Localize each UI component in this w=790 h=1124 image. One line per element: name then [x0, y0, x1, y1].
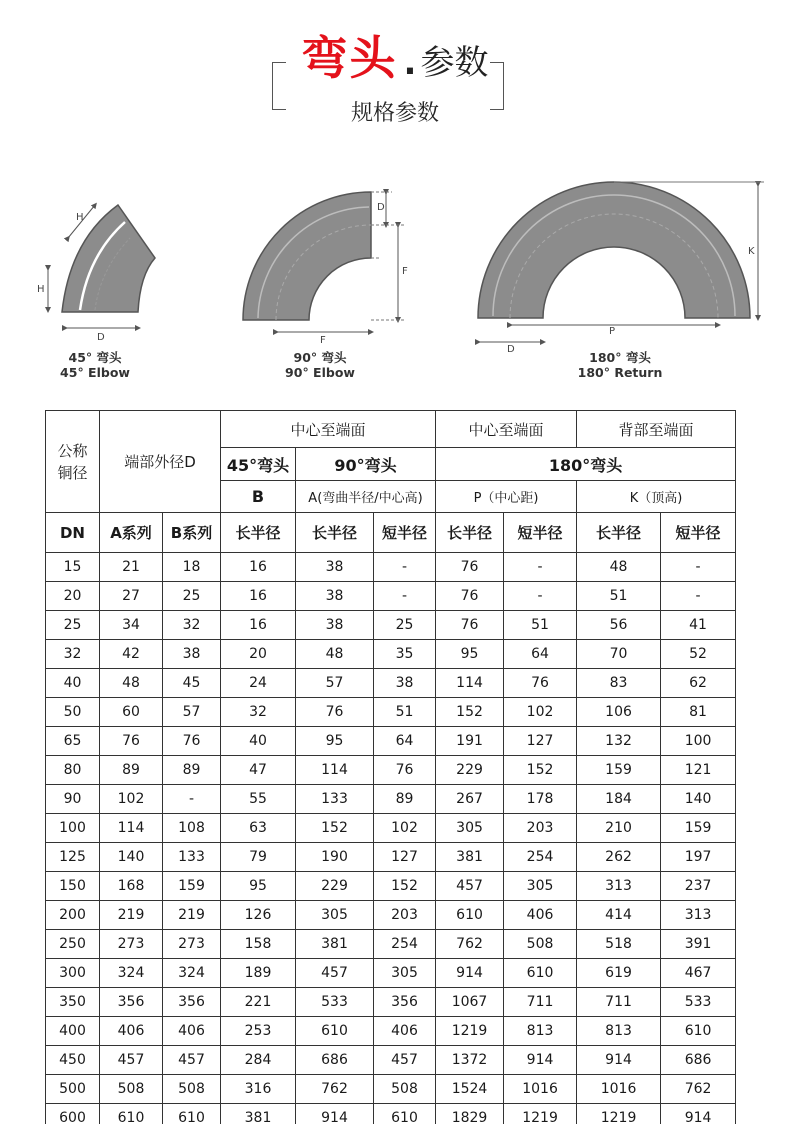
cell-k-long: 518 — [577, 930, 661, 959]
cell-k-short: 159 — [661, 814, 736, 843]
cell-p-long: 95 — [436, 640, 504, 669]
cell-b-long: 79 — [221, 843, 296, 872]
cell-a-long: 381 — [296, 930, 374, 959]
cell-series-a: 324 — [100, 959, 163, 988]
cell-k-short: 121 — [661, 756, 736, 785]
cell-b-long: 95 — [221, 872, 296, 901]
cell-a-short: 356 — [374, 988, 436, 1017]
cell-series-a: 406 — [100, 1017, 163, 1046]
cell-series-a: 219 — [100, 901, 163, 930]
cell-k-short: 467 — [661, 959, 736, 988]
cell-a-long: 305 — [296, 901, 374, 930]
cell-k-short: 197 — [661, 843, 736, 872]
cell-a-long: 38 — [296, 553, 374, 582]
cell-series-b: 356 — [163, 988, 221, 1017]
cell-series-a: 273 — [100, 930, 163, 959]
cell-series-b: 108 — [163, 814, 221, 843]
caption-45-en: 45° Elbow — [60, 365, 130, 380]
table-row — [46, 1017, 736, 1046]
cell-b-long: 16 — [221, 553, 296, 582]
cell-k-long: 813 — [577, 1017, 661, 1046]
cell-b-long: 47 — [221, 756, 296, 785]
header-row-4 — [46, 513, 736, 553]
table-row — [46, 1046, 736, 1075]
elbow-spec-table — [45, 410, 736, 1124]
cell-b-long: 158 — [221, 930, 296, 959]
cell-dn: 300 — [46, 959, 100, 988]
cell-dn: 600 — [46, 1104, 100, 1124]
cell-a-long: 57 — [296, 669, 374, 698]
cell-p-long: 267 — [436, 785, 504, 814]
cell-series-b: 324 — [163, 959, 221, 988]
elbow90-header: 90°弯头 — [296, 448, 436, 481]
cell-k-short: 686 — [661, 1046, 736, 1075]
title-main: 弯头 — [301, 31, 398, 85]
cell-b-long: 381 — [221, 1104, 296, 1124]
cell-k-short: 762 — [661, 1075, 736, 1104]
cell-series-b: 508 — [163, 1075, 221, 1104]
cell-p-long: 76 — [436, 582, 504, 611]
cell-series-b: 38 — [163, 640, 221, 669]
cell-k-short: 81 — [661, 698, 736, 727]
table-row — [46, 640, 736, 669]
cell-series-b: 45 — [163, 669, 221, 698]
cell-p-short: 1219 — [504, 1104, 577, 1124]
cell-series-b: 159 — [163, 872, 221, 901]
cell-b-long: 221 — [221, 988, 296, 1017]
caption-45-cn: 45° 弯头 — [68, 350, 122, 365]
b-long-radius-header: 长半径 — [221, 513, 296, 553]
cell-dn: 25 — [46, 611, 100, 640]
cell-dn: 100 — [46, 814, 100, 843]
cell-a-long: 38 — [296, 582, 374, 611]
table-row — [46, 959, 736, 988]
k-long-radius-header: 长半径 — [577, 513, 661, 553]
cell-a-short: 406 — [374, 1017, 436, 1046]
cell-p-short: 1016 — [504, 1075, 577, 1104]
cell-a-short: 76 — [374, 756, 436, 785]
caption-180-cn: 180° 弯头 — [589, 350, 651, 365]
cell-p-short: - — [504, 553, 577, 582]
cell-p-short: 152 — [504, 756, 577, 785]
table-row — [46, 582, 736, 611]
table-row — [46, 872, 736, 901]
group-center-end-header-1: 中心至端面 — [221, 411, 436, 448]
col-k-header: K（顶高) — [577, 481, 736, 513]
cell-b-long: 55 — [221, 785, 296, 814]
cell-a-long: 133 — [296, 785, 374, 814]
cell-b-long: 32 — [221, 698, 296, 727]
cell-k-short: - — [661, 553, 736, 582]
cell-p-short: 102 — [504, 698, 577, 727]
caption-90-cn: 90° 弯头 — [293, 350, 347, 365]
cell-p-short: 178 — [504, 785, 577, 814]
cell-k-short: 140 — [661, 785, 736, 814]
title-sub: 参数 — [420, 43, 489, 83]
cell-p-short: 127 — [504, 727, 577, 756]
corner-header — [46, 411, 100, 513]
cell-a-long: 457 — [296, 959, 374, 988]
page-header — [0, 0, 790, 140]
cell-p-long: 914 — [436, 959, 504, 988]
cell-k-short: 610 — [661, 1017, 736, 1046]
cell-p-short: 254 — [504, 843, 577, 872]
cell-p-short: 813 — [504, 1017, 577, 1046]
header-row-1 — [46, 411, 736, 448]
cell-dn: 450 — [46, 1046, 100, 1075]
cell-b-long: 16 — [221, 611, 296, 640]
cell-b-long: 189 — [221, 959, 296, 988]
corner-line1: 公称 — [57, 441, 88, 460]
cell-dn: 80 — [46, 756, 100, 785]
cell-a-long: 914 — [296, 1104, 374, 1124]
col-b-header: B — [221, 481, 296, 513]
cell-series-a: 508 — [100, 1075, 163, 1104]
cell-p-short: 76 — [504, 669, 577, 698]
cell-k-long: 1016 — [577, 1075, 661, 1104]
p-short-radius-header: 短半径 — [504, 513, 577, 553]
cell-a-short: 102 — [374, 814, 436, 843]
cell-p-long: 152 — [436, 698, 504, 727]
cell-series-b: 406 — [163, 1017, 221, 1046]
cell-a-short: 89 — [374, 785, 436, 814]
cell-a-short: - — [374, 582, 436, 611]
cell-k-short: 391 — [661, 930, 736, 959]
cell-k-short: 237 — [661, 872, 736, 901]
cell-series-a: 76 — [100, 727, 163, 756]
cell-p-short: 406 — [504, 901, 577, 930]
cell-p-long: 76 — [436, 553, 504, 582]
cell-k-long: 914 — [577, 1046, 661, 1075]
caption-180-return — [560, 350, 680, 380]
table-row — [46, 611, 736, 640]
cell-series-a: 140 — [100, 843, 163, 872]
caption-90-en: 90° Elbow — [285, 365, 355, 380]
cell-dn: 32 — [46, 640, 100, 669]
cell-series-a: 102 — [100, 785, 163, 814]
cell-k-short: 62 — [661, 669, 736, 698]
page-title — [0, 22, 790, 88]
cell-p-long: 191 — [436, 727, 504, 756]
dim-45-h-top: H — [76, 212, 84, 223]
cell-a-long: 190 — [296, 843, 374, 872]
cell-b-long: 24 — [221, 669, 296, 698]
cell-a-short: 152 — [374, 872, 436, 901]
table-row — [46, 727, 736, 756]
cell-series-a: 48 — [100, 669, 163, 698]
cell-k-short: - — [661, 582, 736, 611]
cell-dn: 65 — [46, 727, 100, 756]
cell-a-short: 127 — [374, 843, 436, 872]
cell-series-a: 21 — [100, 553, 163, 582]
dim-180-d: D — [507, 344, 515, 355]
dim-180-p: P — [609, 326, 616, 337]
cell-p-short: 51 — [504, 611, 577, 640]
k-short-radius-header: 短半径 — [661, 513, 736, 553]
cell-k-long: 106 — [577, 698, 661, 727]
cell-dn: 500 — [46, 1075, 100, 1104]
dn-header: DN — [46, 513, 100, 553]
cell-k-long: 313 — [577, 872, 661, 901]
cell-a-long: 533 — [296, 988, 374, 1017]
cell-a-long: 76 — [296, 698, 374, 727]
corner-line2: 铜径 — [57, 463, 88, 482]
cell-dn: 50 — [46, 698, 100, 727]
cell-series-b: 610 — [163, 1104, 221, 1124]
elbow-diagrams — [0, 160, 790, 400]
cell-a-short: 25 — [374, 611, 436, 640]
cell-a-short: 508 — [374, 1075, 436, 1104]
a-short-radius-header: 短半径 — [374, 513, 436, 553]
cell-k-short: 41 — [661, 611, 736, 640]
elbow45-header: 45°弯头 — [221, 448, 296, 481]
cell-a-long: 762 — [296, 1075, 374, 1104]
cell-a-short: 203 — [374, 901, 436, 930]
table-row — [46, 669, 736, 698]
table-row — [46, 843, 736, 872]
cell-p-long: 114 — [436, 669, 504, 698]
table-row — [46, 698, 736, 727]
cell-series-a: 42 — [100, 640, 163, 669]
cell-k-long: 51 — [577, 582, 661, 611]
page-subtitle: 规格参数 — [350, 101, 439, 126]
elbow-90-drawing — [243, 192, 404, 332]
cell-dn: 40 — [46, 669, 100, 698]
cell-p-short: 203 — [504, 814, 577, 843]
cell-series-b: 219 — [163, 901, 221, 930]
dim-90-d: D — [377, 202, 385, 213]
table-row — [46, 553, 736, 582]
cell-series-b: 57 — [163, 698, 221, 727]
cell-k-long: 83 — [577, 669, 661, 698]
cell-a-long: 38 — [296, 611, 374, 640]
a-long-radius-header: 长半径 — [296, 513, 374, 553]
cell-series-b: 25 — [163, 582, 221, 611]
cell-p-short: - — [504, 582, 577, 611]
cell-dn: 200 — [46, 901, 100, 930]
cell-series-a: 27 — [100, 582, 163, 611]
cell-a-short: 305 — [374, 959, 436, 988]
cell-p-short: 508 — [504, 930, 577, 959]
group-back-end-header: 背部至端面 — [577, 411, 736, 448]
cell-p-long: 381 — [436, 843, 504, 872]
cell-series-b: 18 — [163, 553, 221, 582]
cell-p-long: 1219 — [436, 1017, 504, 1046]
cell-dn: 400 — [46, 1017, 100, 1046]
cell-k-long: 48 — [577, 553, 661, 582]
cell-b-long: 126 — [221, 901, 296, 930]
cell-k-long: 159 — [577, 756, 661, 785]
cell-a-long: 229 — [296, 872, 374, 901]
cell-p-long: 1372 — [436, 1046, 504, 1075]
spec-table-body — [46, 553, 736, 1124]
cell-dn: 350 — [46, 988, 100, 1017]
cell-series-a: 89 — [100, 756, 163, 785]
cell-k-short: 914 — [661, 1104, 736, 1124]
group-center-end-header-2: 中心至端面 — [436, 411, 577, 448]
cell-k-long: 262 — [577, 843, 661, 872]
cell-dn: 250 — [46, 930, 100, 959]
cell-dn: 90 — [46, 785, 100, 814]
cell-b-long: 16 — [221, 582, 296, 611]
cell-a-long: 114 — [296, 756, 374, 785]
cell-a-short: 51 — [374, 698, 436, 727]
cell-b-long: 253 — [221, 1017, 296, 1046]
cell-k-long: 1219 — [577, 1104, 661, 1124]
table-row — [46, 988, 736, 1017]
cell-p-short: 305 — [504, 872, 577, 901]
elbow180-header: 180°弯头 — [436, 448, 736, 481]
cell-series-b: 76 — [163, 727, 221, 756]
cell-series-b: 273 — [163, 930, 221, 959]
cell-p-long: 762 — [436, 930, 504, 959]
caption-90-elbow — [265, 350, 375, 380]
dim-90-f-bottom: F — [320, 335, 326, 346]
cell-a-short: 457 — [374, 1046, 436, 1075]
cell-b-long: 40 — [221, 727, 296, 756]
dim-45-h-side: H — [37, 284, 45, 295]
title-dot: . — [403, 43, 417, 83]
cell-a-short: - — [374, 553, 436, 582]
cell-a-short: 35 — [374, 640, 436, 669]
caption-180-en: 180° Return — [577, 365, 663, 380]
cell-k-long: 414 — [577, 901, 661, 930]
cell-series-b: 89 — [163, 756, 221, 785]
cell-p-long: 1829 — [436, 1104, 504, 1124]
cell-a-long: 152 — [296, 814, 374, 843]
cell-series-a: 610 — [100, 1104, 163, 1124]
cell-series-a: 168 — [100, 872, 163, 901]
table-row — [46, 785, 736, 814]
cell-k-long: 184 — [577, 785, 661, 814]
cell-a-long: 48 — [296, 640, 374, 669]
outer-diameter-header: 端部外径D — [100, 411, 221, 513]
cell-k-short: 533 — [661, 988, 736, 1017]
cell-a-short: 38 — [374, 669, 436, 698]
cell-b-long: 20 — [221, 640, 296, 669]
cell-k-short: 100 — [661, 727, 736, 756]
cell-k-long: 210 — [577, 814, 661, 843]
series-a-header: A系列 — [100, 513, 163, 553]
cell-b-long: 284 — [221, 1046, 296, 1075]
cell-a-short: 64 — [374, 727, 436, 756]
elbow-45-drawing — [48, 205, 155, 328]
series-b-header: B系列 — [163, 513, 221, 553]
cell-k-long: 619 — [577, 959, 661, 988]
cell-series-b: - — [163, 785, 221, 814]
dim-90-f-side: F — [402, 266, 408, 277]
cell-p-long: 1067 — [436, 988, 504, 1017]
col-a-header: A(弯曲半径/中心高) — [296, 481, 436, 513]
cell-p-long: 76 — [436, 611, 504, 640]
col-p-header: P（中心距) — [436, 481, 577, 513]
cell-p-long: 457 — [436, 872, 504, 901]
cell-series-a: 60 — [100, 698, 163, 727]
cell-p-long: 610 — [436, 901, 504, 930]
cell-dn: 20 — [46, 582, 100, 611]
cell-dn: 125 — [46, 843, 100, 872]
dim-180-k: K — [748, 246, 755, 257]
cell-p-long: 305 — [436, 814, 504, 843]
cell-series-b: 32 — [163, 611, 221, 640]
cell-p-short: 711 — [504, 988, 577, 1017]
cell-a-long: 686 — [296, 1046, 374, 1075]
cell-series-a: 457 — [100, 1046, 163, 1075]
cell-series-a: 114 — [100, 814, 163, 843]
cell-k-long: 56 — [577, 611, 661, 640]
cell-b-long: 63 — [221, 814, 296, 843]
cell-a-short: 254 — [374, 930, 436, 959]
cell-dn: 150 — [46, 872, 100, 901]
caption-45-elbow — [50, 350, 140, 380]
cell-dn: 15 — [46, 553, 100, 582]
cell-p-short: 914 — [504, 1046, 577, 1075]
cell-a-long: 610 — [296, 1017, 374, 1046]
cell-p-long: 229 — [436, 756, 504, 785]
p-long-radius-header: 长半径 — [436, 513, 504, 553]
table-row — [46, 756, 736, 785]
elbow-180-drawing — [478, 182, 764, 342]
table-row — [46, 814, 736, 843]
cell-series-b: 133 — [163, 843, 221, 872]
dim-45-d: D — [97, 332, 105, 343]
table-row — [46, 1104, 736, 1124]
table-row — [46, 901, 736, 930]
cell-series-a: 356 — [100, 988, 163, 1017]
cell-series-a: 34 — [100, 611, 163, 640]
cell-p-short: 610 — [504, 959, 577, 988]
cell-k-long: 711 — [577, 988, 661, 1017]
table-row — [46, 930, 736, 959]
cell-p-short: 64 — [504, 640, 577, 669]
cell-k-short: 52 — [661, 640, 736, 669]
cell-k-long: 132 — [577, 727, 661, 756]
cell-k-short: 313 — [661, 901, 736, 930]
cell-a-short: 610 — [374, 1104, 436, 1124]
cell-k-long: 70 — [577, 640, 661, 669]
cell-series-b: 457 — [163, 1046, 221, 1075]
cell-a-long: 95 — [296, 727, 374, 756]
cell-b-long: 316 — [221, 1075, 296, 1104]
cell-p-long: 1524 — [436, 1075, 504, 1104]
table-row — [46, 1075, 736, 1104]
